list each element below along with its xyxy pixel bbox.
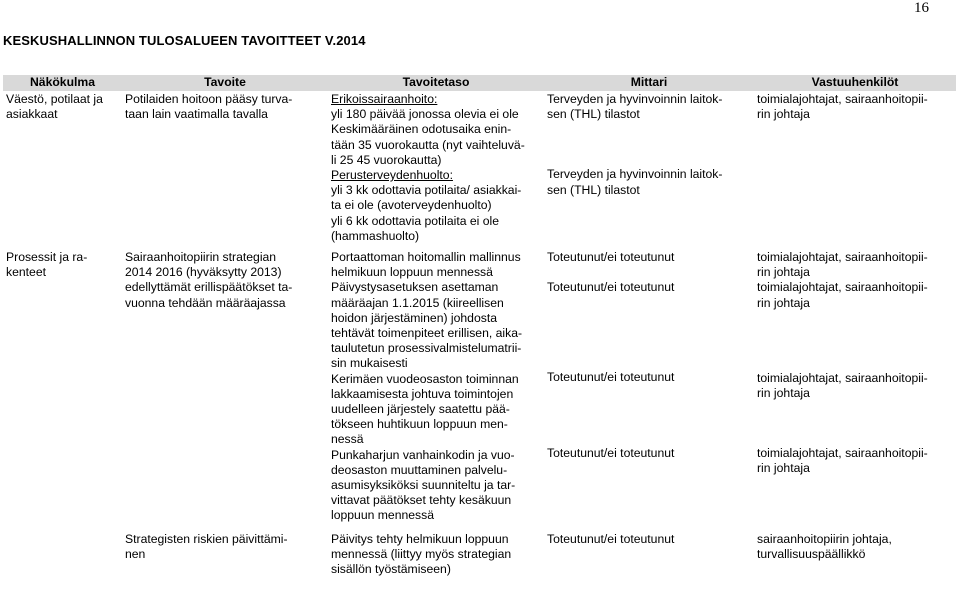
cell-nakokulma [3, 91, 122, 249]
cell-line: toimialajohtajat, sairaanhoitopii- [757, 92, 928, 106]
cell-line: Potilaiden hoitoon pääsy turva- [125, 92, 293, 106]
cell-line: deosaston muuttaminen palvelu- [331, 462, 508, 477]
cell-mittari [544, 91, 754, 249]
cell-line: kenteet [6, 265, 46, 280]
spacer [757, 341, 953, 356]
header-mittari: Mittari [544, 75, 754, 91]
cell-line: rin johtaja [757, 386, 810, 401]
cell-line: taulutetun prosessivalmistelumatrii- [331, 341, 522, 356]
spacer [547, 431, 751, 446]
cell-line: sairaanhoitopiirin johtaja, [757, 532, 892, 546]
table-row [3, 531, 956, 578]
cell-vastuuhenkilot [754, 249, 956, 531]
spacer [547, 416, 751, 431]
table-row [3, 91, 956, 249]
cell-line: rin johtaja [757, 265, 810, 280]
cell-line: nessä [331, 432, 364, 447]
cell-line: yli 180 päivää jonossa olevia ei ole [331, 107, 519, 122]
cell-line: li 25 45 vuorokautta) [331, 152, 442, 167]
cell-tavoitetaso [328, 531, 544, 578]
header-tavoitetaso: Tavoitetaso [328, 75, 544, 91]
cell-line: Kerimäen vuodeosaston toiminnan [331, 371, 519, 386]
spacer [547, 401, 751, 416]
cell-tavoitetaso [328, 91, 544, 249]
cell-line: tökseen huhtikuun loppuun men- [331, 417, 508, 432]
cell-line: Punkaharjun vanhainkodin ja vuo- [331, 447, 515, 462]
page-number: 16 [914, 0, 929, 16]
cell-line: toimialajohtajat, sairaanhoitopii- [757, 446, 928, 461]
spacer [547, 386, 751, 401]
spacer [547, 137, 751, 152]
cell-line: Keskimääräinen odotusaika enin- [331, 122, 512, 137]
cell-line: Portaattoman hoitomallin mallinnus [331, 250, 521, 264]
spacer [757, 311, 953, 326]
cell-line: rin johtaja [757, 295, 810, 310]
cell-nakokulma [3, 531, 122, 578]
cell-line: mennessä (liittyy myös strategian [331, 547, 512, 562]
cell-line: Päivitys tehty helmikuun loppuun [331, 532, 509, 546]
table-header-row [3, 75, 956, 91]
cell-line: helmikuun loppuun mennessä [331, 265, 493, 280]
spacer [547, 340, 751, 355]
cell-line: määräajan 1.1.2015 (kiireellisen [331, 295, 504, 310]
spacer [757, 356, 953, 371]
cell-line: Sairaanhoitopiirin strategian [125, 250, 277, 264]
cell-line: uudelleen järjestely saatettu pää- [331, 402, 510, 417]
cell-line: ta ei ole (avoterveydenhuolto) [331, 198, 492, 213]
cell-tavoite [122, 91, 328, 249]
cell-mittari [544, 531, 754, 578]
spacer [757, 326, 953, 341]
spacer [547, 265, 751, 280]
cell-line: tään 35 vuorokautta (nyt vaihteluvä- [331, 137, 525, 152]
spacer [547, 295, 751, 310]
cell-line: Toteutunut/ei toteutunut [547, 280, 675, 295]
table-row [3, 249, 956, 531]
cell-line: Päivystysasetuksen asettaman [331, 280, 499, 295]
cell-line: lakkaamisesta johtuva toimintojen [331, 386, 514, 401]
cell-line: rin johtaja [757, 461, 810, 476]
cell-line: toimialajohtajat, sairaanhoitopii- [757, 370, 928, 385]
spacer [757, 416, 953, 431]
cell-line: tehtävät toimenpiteet erillisen, aika- [331, 326, 523, 341]
cell-line: vittavat päätökset tehty kesäkuun [331, 493, 512, 508]
header-tavoite: Tavoite [122, 75, 328, 91]
cell-line: asumisyksiköksi suunniteltu ja tar- [331, 478, 516, 493]
document-title: KESKUSHALLINNON TULOSALUEEN TAVOITTEET V.2014 [3, 33, 366, 48]
cell-line: hoidon järjestäminen) johdosta [331, 310, 497, 325]
cell-nakokulma [3, 249, 122, 531]
cell-line: toimialajohtajat, sairaanhoitopii- [757, 250, 928, 264]
cell-line: sin mukaisesti [331, 356, 408, 371]
cell-line: Väestö, potilaat ja [6, 92, 103, 106]
cell-line: nen [125, 547, 146, 562]
spacer [757, 431, 953, 446]
cell-vastuuhenkilot [754, 91, 956, 249]
cell-vastuuhenkilot [754, 531, 956, 578]
cell-line: rin johtaja [757, 107, 810, 122]
cell-line: taan lain vaatimalla tavalla [125, 107, 268, 122]
spacer [757, 401, 953, 416]
subheading-perusterveydenhuolto: Perusterveydenhuolto: [331, 168, 453, 183]
cell-line: (hammashuolto) [331, 228, 420, 243]
header-vastuuhenkilot: Vastuuhenkilöt [754, 75, 956, 91]
cell-line: sen (THL) tilastot [547, 182, 640, 197]
cell-line: Strategisten riskien päivittämi- [125, 532, 288, 546]
cell-line: sen (THL) tilastot [547, 107, 640, 122]
cell-line: edellyttämät erillispäätökset ta- [125, 280, 293, 295]
cell-line: Prosessit ja ra- [6, 250, 88, 264]
spacer [547, 152, 751, 167]
subheading-erikoissairaanhoito: Erikoissairaanhoito: [331, 92, 438, 106]
cell-line: toimialajohtajat, sairaanhoitopii- [757, 280, 928, 295]
cell-line: Toteutunut/ei toteutunut [547, 250, 675, 264]
cell-line: Terveyden ja hyvinvoinnin laitok- [547, 92, 723, 106]
cell-line: sisällön työstämiseen) [331, 562, 451, 577]
spacer [547, 355, 751, 370]
cell-line: Toteutunut/ei toteutunut [547, 370, 675, 385]
cell-line: Toteutunut/ei toteutunut [547, 445, 675, 460]
cell-line: asiakkaat [6, 107, 58, 122]
goals-table [3, 75, 956, 578]
cell-tavoitetaso [328, 249, 544, 531]
cell-line: vuonna tehdään määräajassa [125, 295, 286, 310]
cell-line: yli 6 kk odottavia potilaita ei ole [331, 213, 500, 228]
header-nakokulma: Näkökulma [3, 75, 122, 91]
cell-line: Toteutunut/ei toteutunut [547, 532, 675, 546]
cell-line: 2014 2016 (hyväksytty 2013) [125, 265, 282, 280]
spacer [547, 122, 751, 137]
cell-tavoite [122, 531, 328, 578]
cell-tavoite [122, 249, 328, 531]
spacer [547, 310, 751, 325]
cell-line: turvallisuuspäällikkö [757, 547, 866, 562]
cell-mittari [544, 249, 754, 531]
spacer [547, 325, 751, 340]
cell-line: Terveyden ja hyvinvoinnin laitok- [547, 167, 723, 182]
cell-line: loppuun mennessä [331, 508, 434, 523]
cell-line: yli 3 kk odottavia potilaita/ asiakkai- [331, 183, 522, 198]
